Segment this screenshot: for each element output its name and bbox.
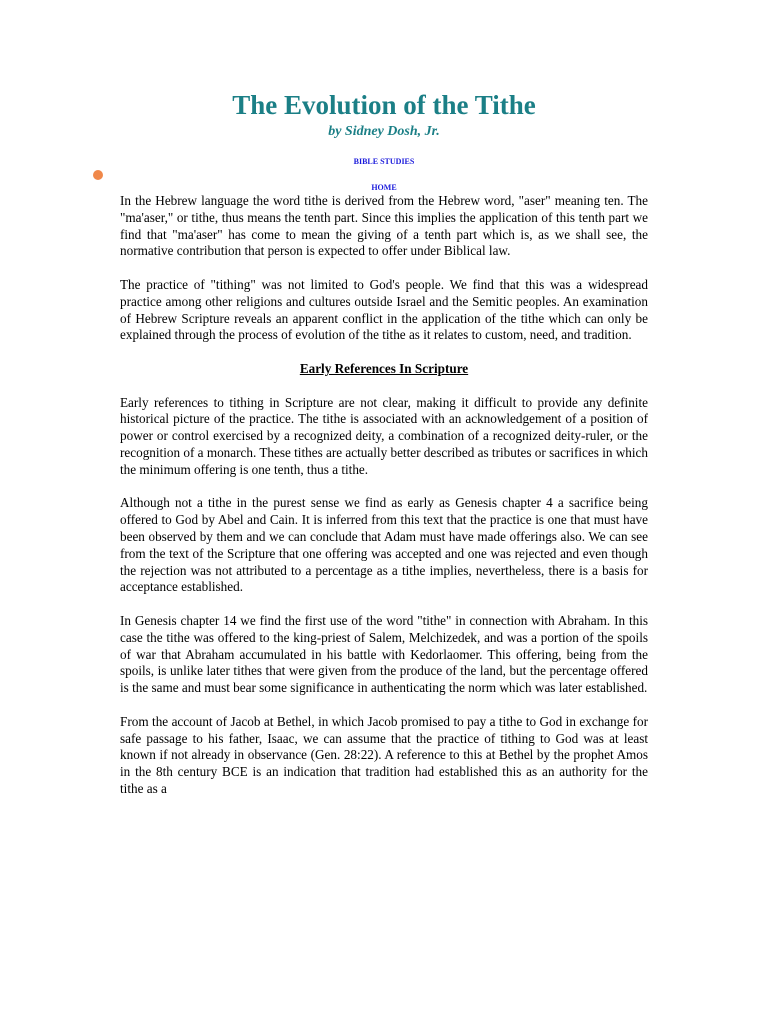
nav-link-home[interactable]: HOME <box>371 183 397 192</box>
paragraph-2: The practice of "tithing" was not limited to God's people. We find that this was a widespread practice among other religions and cultures outside Israel and the Semitic peoples. An examination of Hebrew Scripture reveals an apparent conflict in the application of the tithe which can only be explained through the process of evolution of the tithe as it relates to custom, need, and tradition. <box>120 276 648 343</box>
nav-link-bible-studies[interactable]: BIBLE STUDIES <box>353 157 415 166</box>
article-body <box>120 193 648 814</box>
paragraph-1: In the Hebrew language the word tithe is derived from the Hebrew word, "aser" meaning ten. The "ma'aser," or tithe, thus means the tenth part. Since this implies the application of this tenth part we find that "ma'aser" has come to mean the giving of a tenth part which is, as we shall see, the normative contribution that person is expected to offer under Biblical law. <box>120 193 648 259</box>
bullet-icon <box>93 170 103 180</box>
page-title: The Evolution of the Tithe <box>232 90 536 120</box>
paragraph-6: From the account of Jacob at Bethel, in which Jacob promised to pay a tithe to God in exchange for safe passage to his father, Isaac, we can assume that the practice of tithing to God was at least known if not already in observance (Gen. 28:22). A reference to this at Bethel by the prophet Amos in the 8th century BCE is an indication that tradition had established this as an authority for the tithe as a <box>120 713 648 796</box>
paragraph-5: In Genesis chapter 14 we find the first use of the word "tithe" in connection with Abraham. In this case the tithe was offered to the king-priest of Salem, Melchizedek, and was a portion of the spoils of war that Abraham accumulated in his battle with Kedorlaomer. This offering, being from the spoils, is unlike later tithes that were given from the produce of the land, but the percentage offered is the same and must bear some significance in authenticating the norm which was later established. <box>120 612 648 696</box>
paragraph-3: Early references to tithing in Scripture are not clear, making it difficult to provide any definite historical picture of the practice. The tithe is associated with an acknowledgement of a position of power or control exercised by a recognized deity, a combination of a recognized deity-ruler, or the recognition of a monarch. These tithes are actually better described as tributes or sacrifices in which the minimum offering is one tenth, thus a tithe. <box>120 394 648 477</box>
paragraph-4: Although not a tithe in the purest sense we find as early as Genesis chapter 4 a sacrifice being offered to God by Abel and Cain. It is inferred from this text that the practice is one that must have been observed by them and we can conclude that Adam must have made offerings also. We can see from the text of the Scripture that one offering was accepted and one was rejected and even though the rejection was not attributed to a percentage as a tithe implies, nevertheless, there is a basis for acceptance established. <box>120 495 648 595</box>
author-byline: by Sidney Dosh, Jr. <box>328 124 440 139</box>
section-heading: Early References In Scripture <box>299 360 469 376</box>
